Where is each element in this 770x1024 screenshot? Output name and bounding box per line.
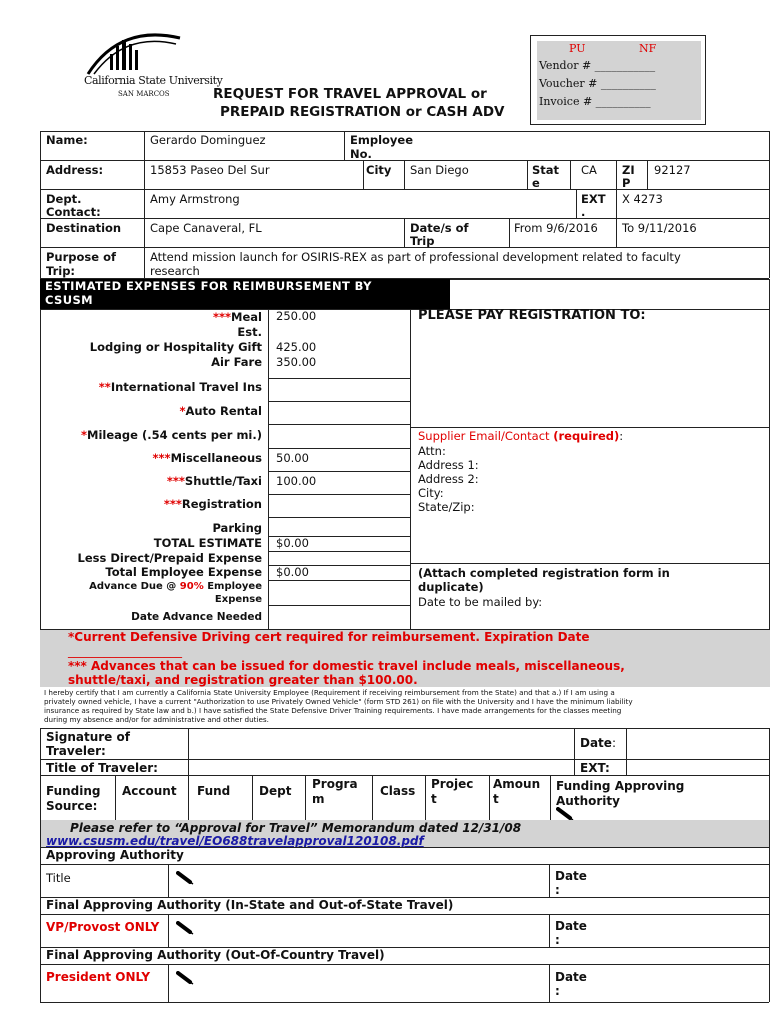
airfare-amount[interactable]: 350.00 [276, 355, 317, 369]
name-value[interactable]: Gerardo Dominguez [150, 133, 266, 147]
csu-logo-icon [80, 24, 200, 76]
zip-value[interactable]: 92127 [654, 163, 691, 177]
approver-signature-field[interactable] [200, 866, 545, 895]
vp-date-label-2: : [555, 933, 560, 947]
registration-stars: *** [163, 497, 182, 511]
attach-note-line-1: (Attach completed registration form in [418, 566, 670, 580]
lodging-amount[interactable]: 425.00 [276, 340, 317, 354]
less-prepaid-label: Less Direct/Prepaid Expense [77, 551, 262, 565]
auto-rental-label [48, 404, 262, 418]
expenses-banner-line-1: ESTIMATED EXPENSES FOR REIMBURSEMENT BY [45, 279, 372, 293]
purpose-value-line-2[interactable]: research [150, 264, 200, 278]
dept-label: Dept [259, 784, 292, 798]
approving-authority-label: Approving Authority [46, 848, 184, 862]
amount-label-1: Amoun [493, 777, 541, 791]
date-mailed-label: Date to be mailed by: [418, 595, 543, 609]
less-prepaid-field[interactable] [270, 552, 408, 564]
csu-logo [80, 24, 223, 104]
signature-label-1: Signature of [46, 730, 130, 744]
amount-label-2: t [493, 792, 499, 806]
president-date-label-1: Date [555, 970, 587, 984]
registration-field[interactable] [270, 496, 408, 516]
traveler-ext-label: EXT: [580, 761, 610, 775]
total-estimate-amount: $0.00 [276, 536, 309, 550]
ext-label-1: EXT [581, 192, 606, 206]
account-label: Account [122, 784, 177, 798]
shuttle-stars: *** [166, 474, 185, 488]
traveler-ext-field[interactable] [628, 761, 768, 774]
state-value[interactable]: CA [581, 163, 597, 177]
city-label: City [366, 163, 392, 177]
supplier-colon: : [619, 429, 624, 443]
approver-date-label-2: : [555, 883, 560, 897]
signature-label-2: Traveler: [46, 744, 106, 758]
nf-label: NF [639, 42, 657, 55]
advance-due-field[interactable] [270, 582, 408, 604]
registration-label-text: Registration [181, 497, 262, 511]
vp-date-field[interactable] [595, 916, 765, 945]
invoice-number: Invoice # __________ [539, 95, 651, 108]
parking-field[interactable] [270, 519, 408, 535]
lodging-label: Lodging or Hospitality Gift [89, 340, 262, 354]
vp-date-label-1: Date [555, 919, 587, 933]
auto-rental-field[interactable] [270, 403, 408, 423]
president-date-field[interactable] [595, 966, 765, 1000]
total-employee-label: Total Employee Expense [105, 565, 262, 579]
attn-field[interactable]: Attn: [418, 444, 446, 458]
funding-source-label-1: Funding [46, 784, 101, 798]
trip-dates-label-1: Date/s of [410, 221, 469, 235]
misc-label [48, 451, 262, 465]
auto-label-text: Auto Rental [185, 404, 262, 418]
shuttle-label-text: Shuttle/Taxi [184, 474, 262, 488]
address-2-field[interactable]: Address 2: [418, 472, 479, 486]
mileage-field[interactable] [270, 426, 408, 446]
intl-insurance-label [48, 380, 262, 394]
destination-label: Destination [46, 221, 122, 235]
misc-label-text: Miscellaneous [170, 451, 262, 465]
dept-contact-label-1: Dept. [46, 192, 82, 206]
address-1-field[interactable]: Address 1: [418, 458, 479, 472]
form-title-line-2: PREPAID REGISTRATION or CASH ADV [220, 104, 505, 120]
state-label-2: e [532, 176, 540, 190]
funding-approving-label-2: Authority [556, 794, 620, 808]
signature-field[interactable] [190, 730, 572, 757]
program-label-1: Progra [312, 777, 358, 791]
project-label-1: Projec [431, 777, 474, 791]
supplier-label-text: Supplier Email/Contact [418, 429, 554, 443]
cert-line-1: I hereby certify that I am currently a California State University Employee (Requirement if receiving reimbursement from the State) and that a.) If I am using a [44, 688, 615, 697]
cert-line-4: during my absence and/or for administrative and other duties. [44, 715, 269, 724]
signature-date-field[interactable] [628, 730, 768, 757]
purpose-value-line-1[interactable]: Attend mission launch for OSIRIS-REX as part of professional development related to faculty [150, 250, 681, 264]
date-from-value[interactable]: From 9/6/2016 [514, 221, 598, 235]
president-date-label-2: : [555, 984, 560, 998]
pen-icon[interactable] [176, 921, 194, 935]
logo-subtitle: SAN MARCOS [118, 90, 170, 98]
intl-stars: ** [98, 380, 111, 394]
logo-title: California State University [84, 74, 223, 87]
misc-stars: *** [152, 451, 171, 465]
mileage-star: * [81, 428, 88, 442]
employee-no-label-2: No. [350, 147, 372, 161]
dept-contact-label-2: Contact: [46, 205, 101, 219]
approver-date-field[interactable] [595, 866, 765, 895]
final-out-country-label: Final Approving Authority (Out-Of-Country Travel) [46, 948, 385, 962]
name-label: Name: [46, 133, 88, 147]
pu-label: PU [569, 42, 586, 55]
date-to-value[interactable]: To 9/11/2016 [622, 221, 697, 235]
intl-label-text: International Travel Ins [110, 380, 262, 394]
zip-label-2: P [622, 176, 631, 190]
funding-source-label-2: Source: [46, 799, 98, 813]
address-value[interactable]: 15853 Paseo Del Sur [150, 163, 270, 177]
supplier-contact-label [418, 429, 623, 443]
vp-provost-label: VP/Provost ONLY [46, 920, 160, 934]
total-employee-amount: $0.00 [276, 565, 309, 579]
signature-date-label [580, 736, 616, 750]
program-label-2: m [312, 792, 325, 806]
registration-label [48, 497, 262, 511]
dept-contact-value[interactable]: Amy Armstrong [150, 192, 240, 206]
trip-dates-label-2: Trip [410, 234, 435, 248]
employee-no-label-1: Employee [350, 133, 414, 147]
memo-note: Please refer to “Approval for Travel” Memorandum dated 12/31/08 [70, 821, 522, 835]
purpose-label-1: Purpose of [46, 250, 116, 264]
president-signature-field[interactable] [200, 966, 545, 1000]
advance-label-b: Employee [203, 581, 262, 592]
advance-label-a: Advance Due @ [89, 581, 180, 592]
mileage-label [48, 428, 262, 442]
ext-value[interactable]: X 4273 [622, 192, 663, 206]
pen-icon[interactable] [176, 971, 194, 985]
total-estimate-label: TOTAL ESTIMATE [153, 536, 262, 550]
meal-label-text: Meal [231, 310, 262, 324]
office-use-box [530, 35, 706, 125]
pay-registration-title: PLEASE PAY REGISTRATION TO: [418, 308, 646, 323]
state-label-1: Stat [532, 163, 560, 177]
date-advance-label: Date Advance Needed [131, 611, 262, 623]
fund-label: Fund [197, 784, 231, 798]
zip-label-1: ZI [622, 163, 635, 177]
purpose-label-2: Trip: [46, 264, 76, 278]
parking-label: Parking [212, 521, 262, 535]
approver-title-label: Title [46, 871, 71, 885]
funding-approving-label-1: Funding Approving [556, 779, 685, 793]
address-label: Address: [46, 163, 104, 177]
traveler-info-table [40, 131, 770, 279]
cert-line-2: privately owned vehicle, I have a current "Authorization to use Privately Owned Vehicle" (form STD 261) on file with the University and I have the minimum liability [44, 697, 633, 706]
title-of-traveler-label: Title of Traveler: [46, 761, 158, 775]
meal-est-label: Est. [237, 325, 262, 339]
driving-cert-notice: *Current Defensive Driving cert required for reimbursement. Expiration Date [68, 630, 590, 644]
destination-value[interactable]: Cape Canaveral, FL [150, 221, 262, 235]
advances-notice-line-1: *** Advances that can be issued for domestic travel include meals, miscellaneous, [68, 659, 625, 673]
expenses-banner-line-2: CSUSM [45, 293, 93, 307]
class-label: Class [380, 784, 416, 798]
date-advance-field[interactable] [270, 607, 408, 627]
pen-icon[interactable] [176, 871, 194, 885]
president-label: President ONLY [46, 970, 151, 984]
city-value[interactable]: San Diego [410, 163, 469, 177]
approver-date-label-1: Date [555, 869, 587, 883]
mileage-label-text: Mileage (.54 cents per mi.) [87, 428, 262, 442]
advance-pct: 90% [179, 581, 204, 592]
meal-label [48, 310, 262, 324]
project-label-2: t [431, 792, 437, 806]
advance-due-label [48, 580, 262, 593]
shuttle-label [48, 474, 262, 488]
airfare-label: Air Fare [211, 355, 262, 369]
employee-no-field[interactable] [425, 132, 765, 158]
sig-date-text: Date [580, 736, 612, 750]
state-zip-field[interactable]: State/Zip: [418, 500, 475, 514]
pen-icon[interactable] [556, 807, 574, 821]
advance-expense-label: Expense [214, 594, 262, 605]
meal-stars: *** [213, 310, 232, 324]
vp-signature-field[interactable] [200, 916, 545, 945]
expiration-date-blank[interactable]: ___________________ [68, 644, 182, 658]
memo-link[interactable]: www.csusm.edu/travel/EO688travelapproval120108.pdf [46, 834, 424, 848]
advances-notice-line-2: shuttle/taxi, and registration greater than $100.00. [68, 673, 418, 687]
meal-amount[interactable]: 250.00 [276, 309, 317, 323]
required-label: (required) [553, 429, 620, 443]
certification-text [44, 688, 768, 724]
auto-star: * [179, 404, 186, 418]
ext-label-2: . [581, 205, 586, 219]
misc-amount[interactable]: 50.00 [276, 451, 309, 465]
sig-date-colon: : [611, 736, 616, 750]
vendor-number: Vendor # ___________ [539, 59, 656, 72]
title-of-traveler-field[interactable] [190, 761, 572, 774]
shuttle-amount[interactable]: 100.00 [276, 474, 317, 488]
intl-insurance-field[interactable] [270, 380, 408, 400]
final-in-state-label: Final Approving Authority (In-State and Out-of-State Travel) [46, 898, 454, 912]
reg-city-field[interactable]: City: [418, 486, 444, 500]
attach-note-line-2: duplicate) [418, 580, 484, 594]
voucher-number: Voucher # __________ [539, 77, 656, 90]
cert-line-3: insurance as required by State law and b.) I have satisfied the State Defensive Driver Training requirements. I have made arrangements for the classes meeting [44, 706, 622, 715]
form-title-line-1: REQUEST FOR TRAVEL APPROVAL or [213, 86, 487, 102]
